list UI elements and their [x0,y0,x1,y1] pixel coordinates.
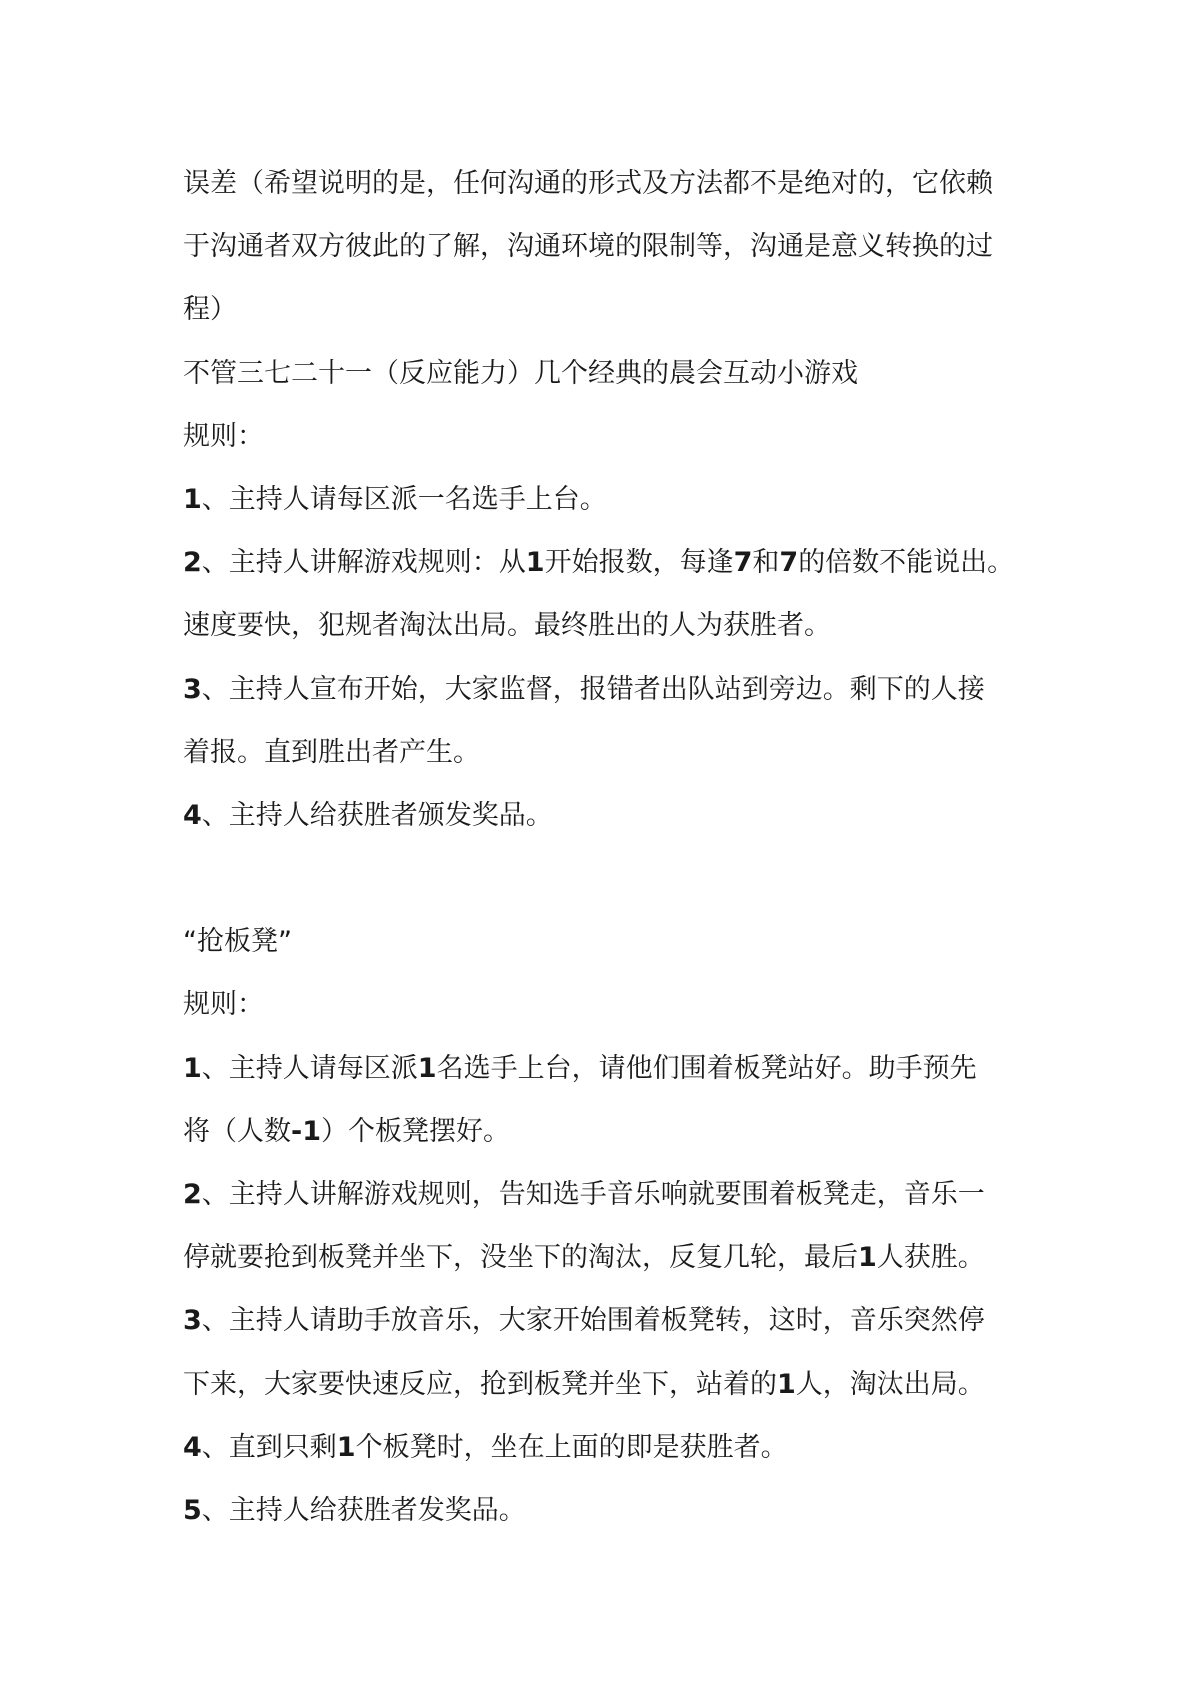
rule-number-inline: 7 [779,547,799,579]
rule-text: 名选手上台，请他们围着板凳站好。助手预先 [436,1052,977,1084]
rule-text: 、主持人讲解游戏规则：从 [201,547,526,579]
paragraph-line: 于沟通者双方彼此的了解，沟通环境的限制等，沟通是意义转换的过 [183,231,993,263]
rule-text: 和 [752,547,780,579]
paragraph-line: 程） [183,294,237,326]
rule-text: 停就要抢到板凳并坐下，没坐下的淘汰，反复几轮，最后 [183,1242,858,1274]
rule-number: 3 [183,1305,202,1337]
rule-text: 着报。直到胜出者产生。 [183,736,480,768]
section-gap [183,847,1043,910]
rule-text: 、主持人给获胜者发奖品。 [201,1494,526,1526]
rule-number: 4 [183,1431,202,1463]
game-1-rules-label: 规则： [183,420,264,452]
game-1-rule-line [183,468,1043,531]
game-2-rule-line [183,1163,1043,1226]
rule-text: 下来，大家要快速反应，抢到板凳并坐下，站着的 [183,1368,777,1400]
rule-text: 、主持人讲解游戏规则，告知选手音乐响就要围着板凳走，音乐一 [201,1179,985,1210]
game-1-rule-line [183,784,1043,847]
rule-number-inline: -1 [291,1115,321,1147]
rule-number-inline: 7 [733,547,753,579]
rule-text: 速度要快，犯规者淘汰出局。最终胜出的人为获胜者。 [183,610,831,642]
game-1-rule-line [183,594,1043,657]
rule-text: 将（人数 [183,1115,291,1147]
rule-number-inline: 1 [525,547,545,579]
rule-text: 、主持人请每区派一名选手上台。 [201,483,607,515]
game-2-rule-line [183,1226,1043,1289]
rule-number-inline: 1 [777,1368,796,1400]
game-1-rule-line [183,531,1043,594]
rule-number: 2 [183,1179,202,1210]
rule-number: 1 [183,483,202,515]
rule-text: ）个板凳摆好。 [321,1115,510,1147]
rule-text: 人获胜。 [876,1242,985,1274]
rule-number: 4 [183,799,202,831]
rule-text: 、主持人请助手放音乐，大家开始围着板凳转，这时，音乐突然停 [201,1305,985,1337]
rule-number: 2 [183,547,202,579]
rule-text: 、主持人请每区派 [201,1052,418,1084]
paragraph-line: 误差（希望说明的是，任何沟通的形式及方法都不是绝对的，它依赖 [183,168,993,199]
rule-number: 1 [183,1052,202,1084]
rule-text: 、直到只剩 [201,1431,337,1463]
rule-number: 3 [183,673,202,705]
game-2-rule-line [183,1037,1043,1100]
rule-number-inline: 1 [858,1242,877,1274]
rule-text: 、主持人给获胜者颁发奖品。 [201,799,553,831]
rule-number-inline: 1 [417,1052,437,1084]
game-2-rule-line [183,1100,1043,1163]
rule-text: 人，淘汰出局。 [795,1368,985,1400]
game-1-rule-line [183,721,1043,784]
game-1-title: 不管三七二十一（反应能力）几个经典的晨会互动小游戏 [183,357,858,389]
rule-text: 开始报数，每逢 [544,547,734,579]
game-2-rule-line [183,1479,1043,1542]
game-2-rule-line [183,1289,1043,1352]
game-2-rules-label: 规则： [183,989,264,1021]
rule-text: 、主持人宣布开始，大家监督，报错者出队站到旁边。剩下的人接 [201,673,985,705]
game-2-rule-line [183,1353,1043,1416]
rule-text: 个板凳时，坐在上面的即是获胜者。 [355,1431,788,1463]
game-2-title: “抢板凳” [183,926,292,958]
game-1-rule-line [183,658,1043,721]
rule-text: 的倍数不能说出。 [798,547,1015,579]
rule-number-inline: 1 [336,1431,356,1463]
game-2-rule-line [183,1416,1043,1479]
rule-number: 5 [183,1494,202,1526]
document-body [183,152,1043,1542]
